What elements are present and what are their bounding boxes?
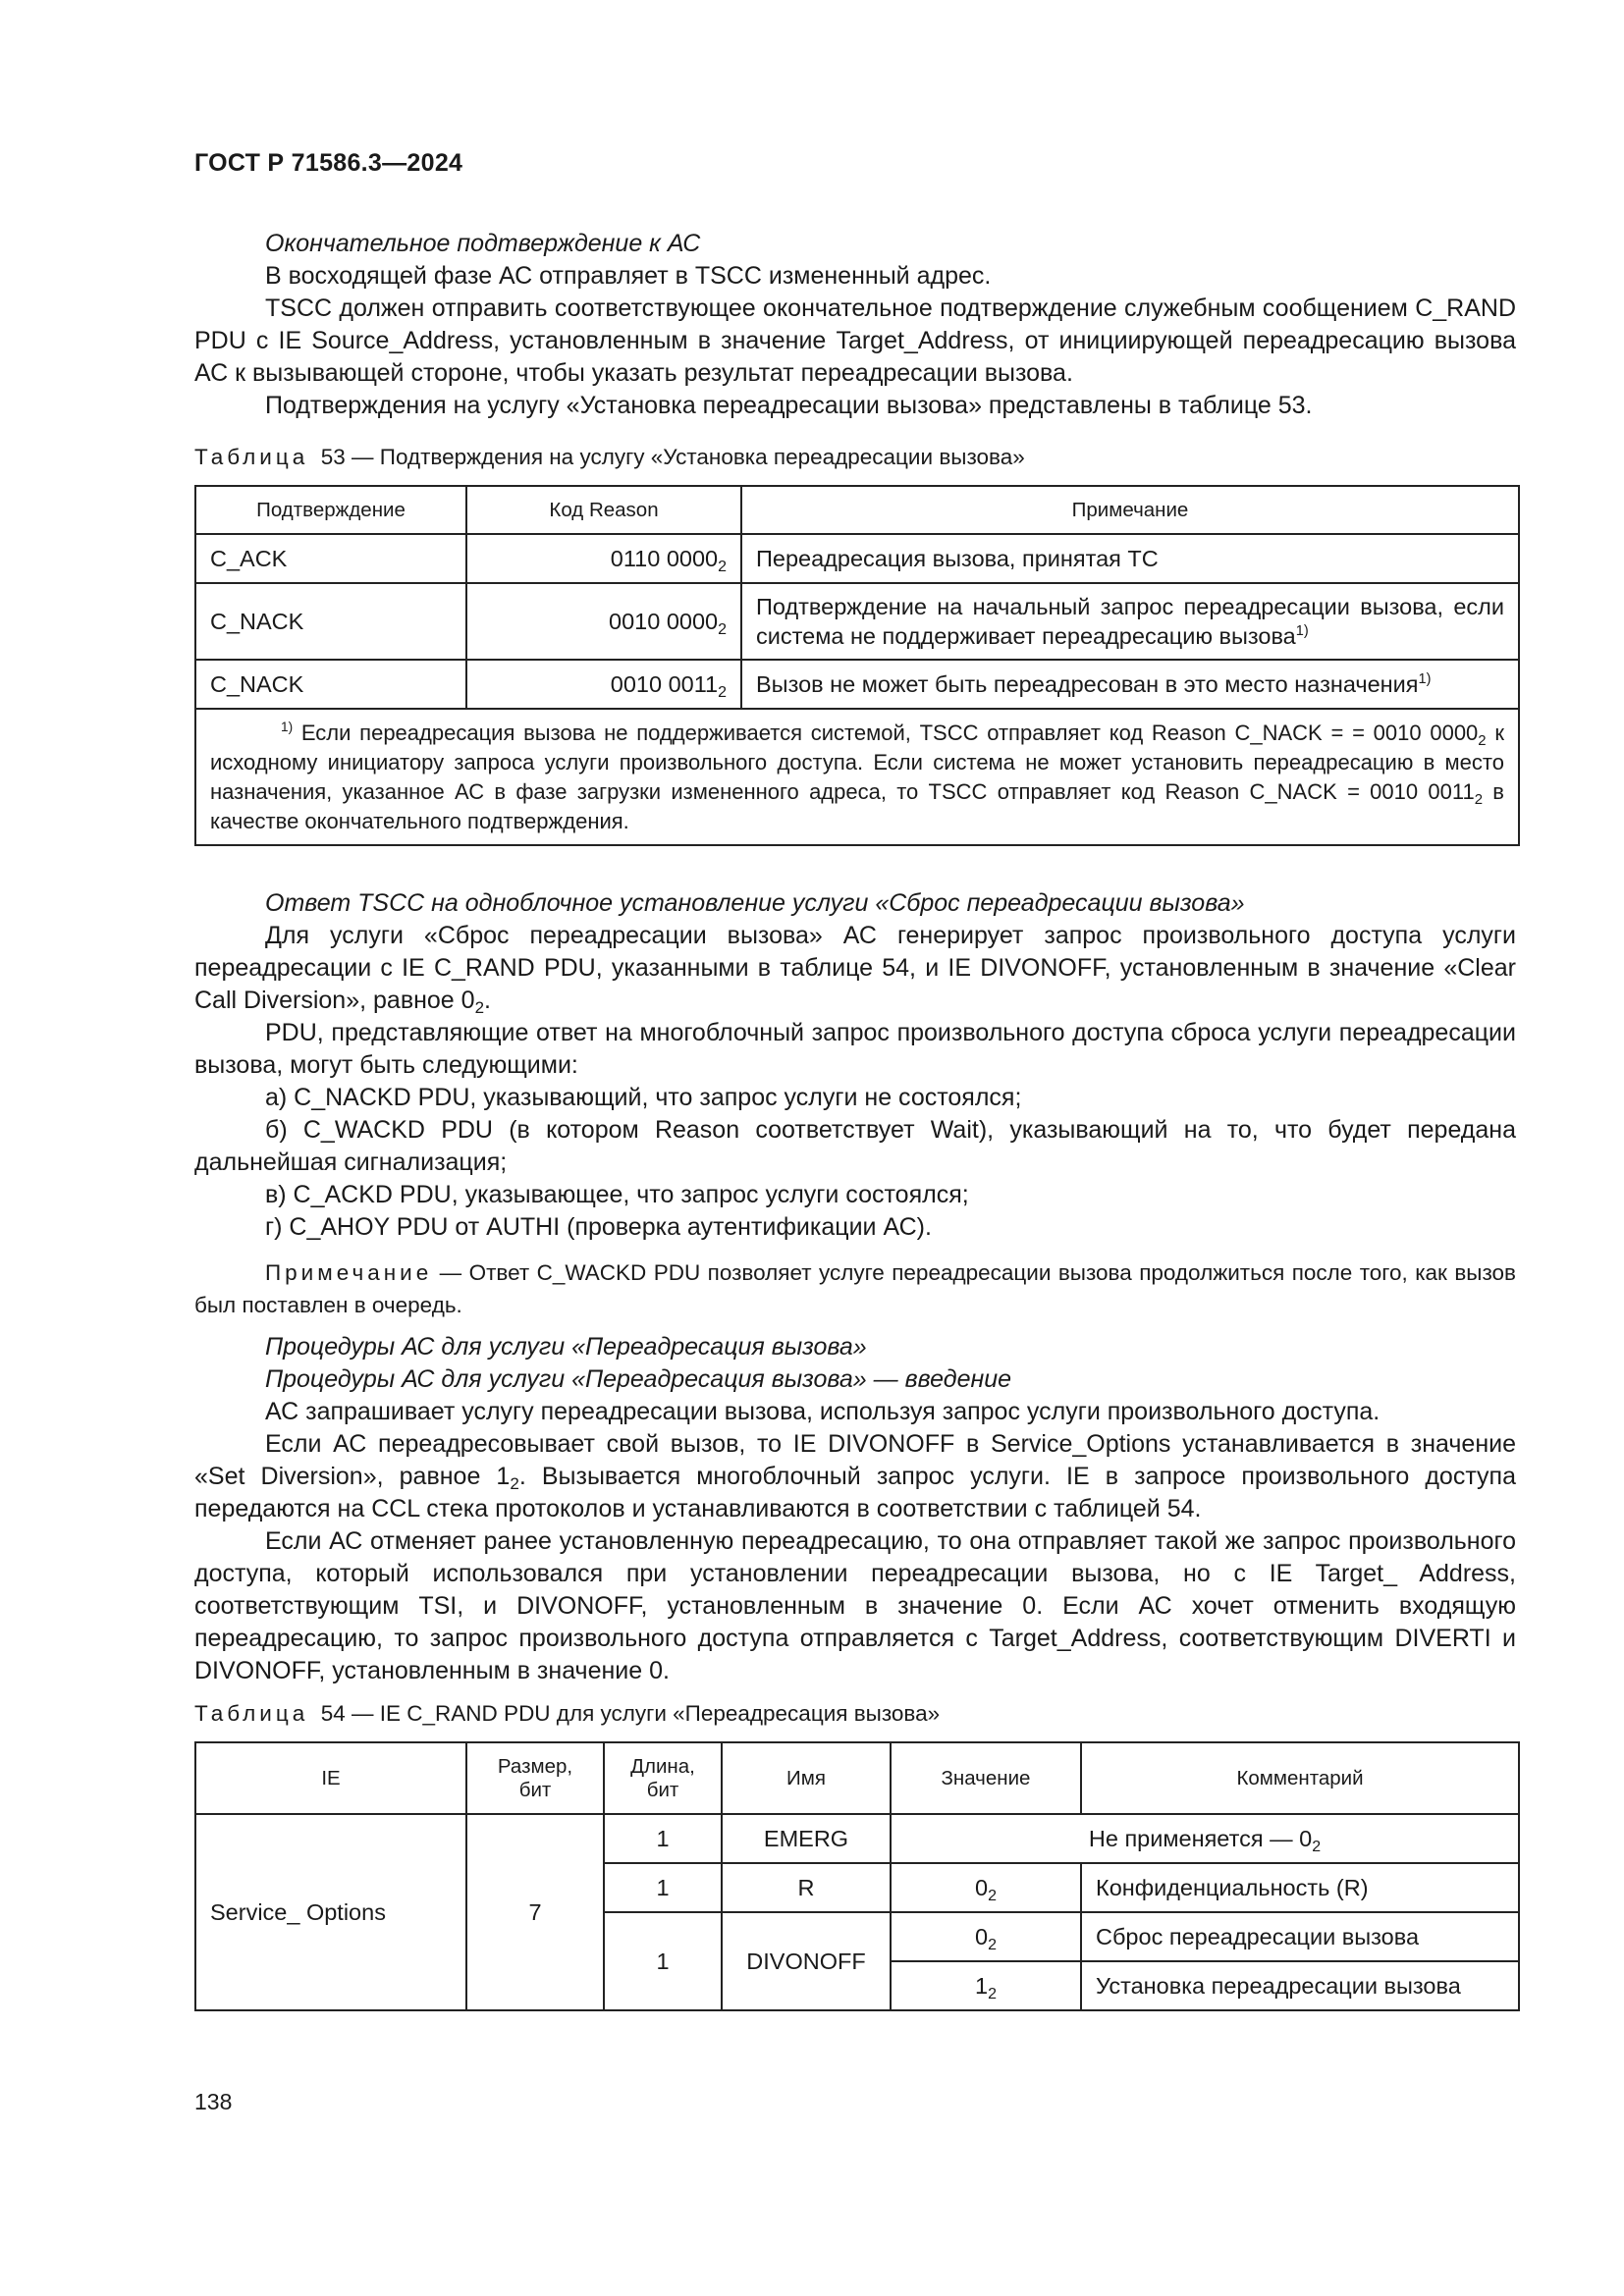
paragraph: В восходящей фазе АС отправляет в TSCC измененный адрес. [265,262,992,290]
list-item: в) C_ACKD PDU, указывающее, что запрос услуги состоялся; [265,1181,969,1208]
cell-value: $0_2$ [891,1912,1081,1961]
page-number: 138 [194,2089,233,2114]
paragraph: PDU, представляющие ответ на многоблочный запрос произвольного доступа сброса услуги переадресации вызова, могут быть следующими: [194,1019,1516,1079]
cell-confirmation: C_ACK [195,534,466,583]
table-caption: Таблица 54 — IE C_RAND PDU для услуги «Переадресация вызова» [194,1701,941,1726]
note: Примечание — Ответ C_WACKD PDU позволяет услуге переадресации вызова продолжиться после того, как вызов был поставлен в очередь. [194,1260,1516,1317]
paragraph: Для услуги «Сброс переадресации вызова» АС генерирует запрос произвольного доступа услуги переадресации с IE C_RAND PDU, указанными в таблице 54, и IE DIVONOFF, установленным в значение «Clear Call Diversion», равное $0_2$. [194,922,1516,1017]
cell-name: R [722,1863,891,1912]
document-code: ГОСТ Р 71586.3—2024 [194,149,463,177]
paragraph: Если АС отменяет ранее установленную переадресацию, то она отправляет такой же запрос произвольного доступа, который использовался при установлении переадресации вызова, но с IE Target_ Address, соответствующим TSI, и DIVONOFF, установленным в значение 0. Если АС хочет отменить входящую переадресацию, то запрос произвольного доступа отправляется с Target_Address, соответствующим DIVERTI и DIVONOFF, установленным в значение 0. [194,1527,1516,1684]
column-header: Примечание [741,486,1519,534]
cell-value: $0_2$ [891,1863,1081,1912]
cell-value: $1_2$ [891,1961,1081,2010]
cell-comment: Сброс переадресации вызова [1081,1912,1519,1961]
cell-confirmation: C_NACK [195,660,466,709]
section-heading: Процедуры АС для услуги «Переадресация вызова» [265,1333,867,1361]
table-header-row [195,486,1519,534]
table-54 [194,1741,1520,2011]
column-header: IE [195,1742,466,1814]
table-row [195,583,1519,660]
cell-name: DIVONOFF [722,1912,891,2010]
cell-reason-code: 0110 $0000_2$ [466,534,741,583]
paragraph: АС запрашивает услугу переадресации вызова, используя запрос услуги произвольного доступа. [265,1398,1380,1425]
cell-note: Подтверждение на начальный запрос переадресации вызова, если система не поддерживает переадресацию вызова$^{1)}$ [741,583,1519,660]
footnote-ref: 1) [1295,623,1309,639]
list-item: б) C_WACKD PDU (в котором Reason соответствует Wait), указывающий на то, что будет передана дальнейшая сигнализация; [194,1116,1516,1176]
table-53 [194,485,1520,846]
cell-name: EMERG [722,1814,891,1863]
cell-merged-value: Не применяется — $0_2$ [891,1814,1519,1863]
cell-confirmation: C_NACK [195,583,466,660]
cell-size: 7 [466,1814,604,2010]
cell-reason-code: 0010 $0000_2$ [466,583,741,660]
cell-note: Вызов не может быть переадресован в это место назначения$^{1)}$ [741,660,1519,709]
section-subheading: Процедуры АС для услуги «Переадресация вызова» — введение [265,1365,1012,1393]
list-item: а) C_NACKD PDU, указывающий, что запрос услуги не состоялся; [265,1084,1022,1111]
column-header: Код Reason [466,486,741,534]
footnote-ref: 1) [1418,670,1432,687]
table-header-row [195,1742,1519,1814]
column-header: Длина, бит [604,1742,722,1814]
table-row [195,1814,1519,1863]
cell-comment: Установка переадресации вызова [1081,1961,1519,2010]
table-row [195,534,1519,583]
paragraph: Подтверждения на услугу «Установка переадресации вызова» представлены в таблице 53. [265,392,1313,419]
cell-length: 1 [604,1863,722,1912]
column-header: Подтверждение [195,486,466,534]
cell-ie: Service_ Options [195,1814,466,2010]
table-caption: Таблица 53 — Подтверждения на услугу «Установка переадресации вызова» [194,445,1025,469]
table-row [195,660,1519,709]
section-heading: Ответ TSCC на одноблочное установление услуги «Сброс переадресации вызова» [265,889,1245,917]
list-item: г) C_AHOY PDU от AUTHI (проверка аутентификации АС). [265,1213,932,1241]
column-header: Размер, бит [466,1742,604,1814]
paragraph: TSCC должен отправить соответствующее окончательное подтверждение служебным сообщением C_RAND PDU с IE Source_Address, установленным в значение Target_Address, от инициирующей переадресацию вызова АС к вызывающей стороне, чтобы указать результат переадресации вызова. [194,294,1516,387]
column-header: Значение [891,1742,1081,1814]
cell-length: 1 [604,1912,722,2010]
table-footnote: $^{1)}$ Если переадресация вызова не поддерживается системой, TSCC отправляет код Reason C_NACK = = 0010 $0000_2$ к исходному инициатору запроса услуги произвольного доступа. Если система не может установить переадресацию в место назначения, указанное АС в фазе загрузки измененного адреса, то TSCC отправляет код Reason C_NACK = 0010 $0011_2$ в качестве окончательного подтверждения. [195,709,1519,845]
paragraph: Если АС переадресовывает свой вызов, то IE DIVONOFF в Service_Options устанавливается в значение «Set Diversion», равное $1_2$. Вызывается многоблочный запрос услуги. IE в запросе произвольного доступа передаются на CCL стека протоколов и устанавливаются в соответствии с таблицей 54. [194,1430,1516,1522]
column-header: Имя [722,1742,891,1814]
table-footnote-row [195,709,1519,845]
cell-length: 1 [604,1814,722,1863]
cell-reason-code: 0010 $0011_2$ [466,660,741,709]
cell-note: Переадресация вызова, принятая ТС [741,534,1519,583]
column-header: Комментарий [1081,1742,1519,1814]
section-heading: Окончательное подтверждение к АС [265,230,701,257]
cell-comment: Конфиденциальность (R) [1081,1863,1519,1912]
